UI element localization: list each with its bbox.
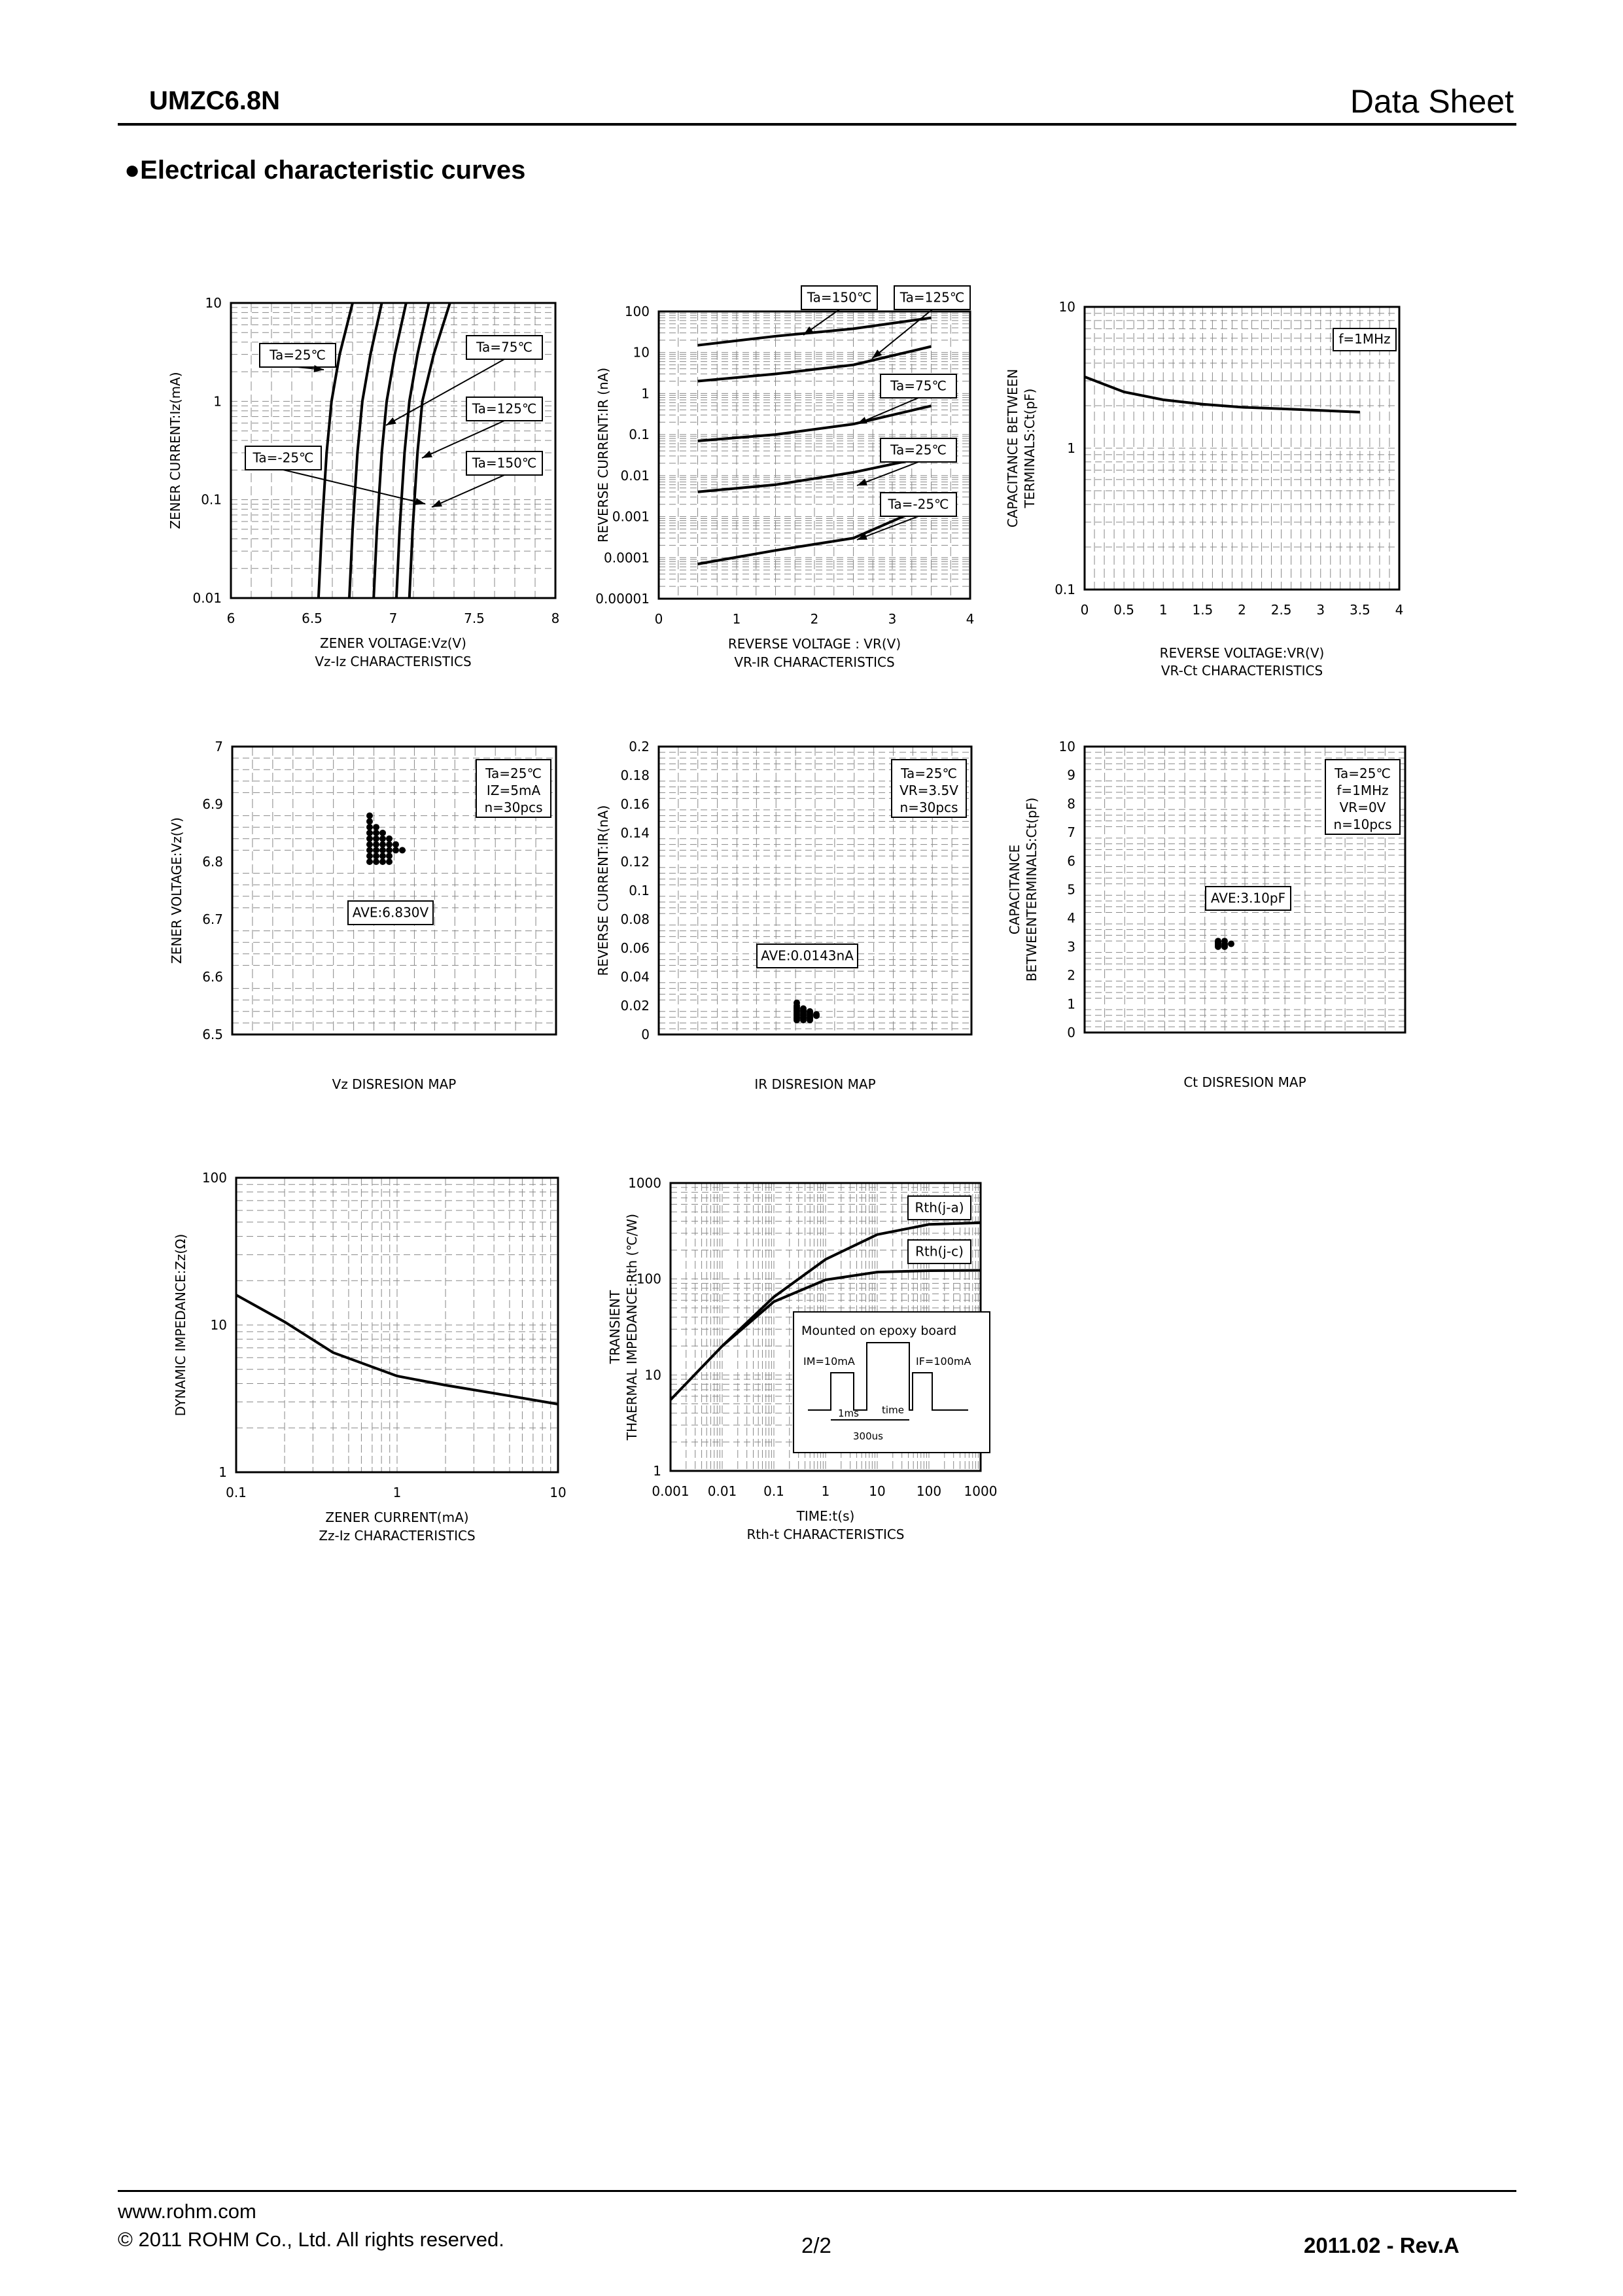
chart-caption: Zz-Iz CHARACTERISTICS	[319, 1528, 476, 1544]
y-axis-label: CAPACITANCE BETWEEN	[1005, 368, 1021, 528]
series-label: Ta=-25℃	[253, 450, 314, 466]
x-tick-label: 7	[389, 610, 398, 626]
data-point	[813, 1012, 820, 1019]
y-axis-label: REVERSE CURRENT:IR (nA)	[595, 367, 611, 543]
y-axis-label: DYNAMIC IMPEDANCE:Zz(Ω)	[173, 1233, 188, 1417]
arrow-head	[422, 451, 432, 458]
x-axis-label: REVERSE VOLTAGE:VR(V)	[1159, 645, 1325, 661]
series-label: Ta=150℃	[472, 455, 537, 471]
data-point	[399, 847, 406, 853]
condition-label: IZ=5mA	[486, 783, 541, 798]
inset-im-label: IM=10mA	[803, 1355, 855, 1368]
y-axis-label: TERMINALS:Ct(pF)	[1022, 388, 1038, 508]
x-axis-label: REVERSE VOLTAGE : VR(V)	[727, 636, 901, 652]
y-tick-label: 0.14	[620, 825, 650, 841]
series-label: Ta=150℃	[807, 289, 872, 306]
condition-label: Ta=25℃	[485, 766, 542, 781]
series-line-5	[410, 303, 450, 598]
ir_map-chart	[595, 739, 971, 1092]
y-tick-label: 0.04	[620, 969, 650, 985]
x-tick-label: 2	[810, 611, 819, 627]
series-label: Ta=-25℃	[888, 496, 949, 512]
x-tick-label: 0.01	[707, 1483, 737, 1499]
chart-caption: Vz DISRESION MAP	[332, 1076, 457, 1092]
document-type: Data Sheet	[1350, 83, 1514, 120]
footer-copyright: © 2011 ROHM Co., Ltd. All rights reserved.	[118, 2228, 504, 2251]
vz_map-chart	[169, 739, 556, 1092]
vz_iz-chart	[167, 295, 559, 669]
data-point	[379, 858, 386, 865]
y-tick-label: 0.1	[629, 427, 650, 443]
annotation-arrow	[432, 475, 504, 507]
data-point	[379, 853, 386, 859]
y-tick-label: 1	[218, 1464, 227, 1480]
x-tick-label: 0.5	[1113, 602, 1135, 618]
section-title: ●Electrical characteristic curves	[124, 156, 526, 185]
y-tick-label: 1	[1067, 440, 1075, 456]
data-point	[386, 836, 393, 842]
x-tick-label: 3.5	[1349, 602, 1370, 618]
data-point	[373, 853, 379, 859]
data-point	[1228, 941, 1234, 947]
y-tick-label: 9	[1067, 767, 1075, 783]
data-point	[393, 841, 399, 848]
data-point	[386, 858, 393, 865]
series-line-3	[374, 303, 406, 598]
y-tick-label: 10	[210, 1317, 227, 1333]
x-tick-label: 0	[1080, 602, 1089, 618]
data-point	[379, 836, 386, 842]
average-label: AVE:6.830V	[352, 904, 429, 921]
x-tick-label: 3	[888, 611, 897, 627]
y-tick-label: 0.06	[620, 940, 650, 956]
y-axis-label: BETWEENTERMINALS:Ct(pF)	[1024, 797, 1039, 982]
y-tick-label: 0	[641, 1027, 650, 1042]
annotation-arrow	[857, 516, 918, 540]
data-point	[807, 1017, 813, 1023]
y-axis-label: ZENER CURRENT:Iz(mA)	[167, 372, 183, 529]
data-point	[386, 853, 393, 859]
chart-caption: Ct DISRESION MAP	[1183, 1074, 1306, 1090]
y-tick-label: 0	[1067, 1025, 1075, 1040]
data-point	[366, 841, 373, 848]
data-point	[366, 836, 373, 842]
x-tick-label: 1.5	[1192, 602, 1213, 618]
series-label: f=1MHz	[1338, 331, 1391, 347]
annotation-arrow	[872, 309, 932, 359]
vr_ct-chart	[1005, 299, 1403, 679]
series-label: Ta=25℃	[890, 442, 947, 458]
arrow-head	[432, 500, 442, 507]
y-tick-label: 10	[1058, 739, 1075, 754]
y-tick-label: 0.1	[629, 883, 650, 898]
data-point	[373, 841, 379, 848]
inset-title: Mounted on epoxy board	[801, 1324, 957, 1338]
y-tick-label: 2	[1067, 967, 1075, 983]
y-tick-label: 0.1	[1055, 582, 1075, 597]
series-label: Rth(j-c)	[915, 1243, 964, 1260]
y-tick-label: 5	[1067, 881, 1075, 898]
series-label: Ta=125℃	[472, 400, 537, 417]
x-tick-label: 1	[1159, 602, 1168, 618]
y-tick-label: 100	[636, 1271, 661, 1287]
x-tick-label: 0.001	[652, 1483, 689, 1499]
x-tick-label: 8	[551, 610, 560, 626]
y-axis-label: REVERSE CURRENT:IR(nA)	[595, 805, 611, 976]
x-tick-label: 6.5	[302, 610, 323, 626]
x-tick-label: 2.5	[1270, 602, 1292, 618]
data-point	[1221, 944, 1228, 950]
x-tick-label: 100	[916, 1483, 942, 1499]
data-point	[379, 841, 386, 848]
average-label: AVE:3.10pF	[1210, 890, 1286, 906]
y-tick-label: 10	[1058, 299, 1075, 315]
footer-url[interactable]: www.rohm.com	[118, 2200, 256, 2223]
condition-label: Ta=25℃	[901, 766, 957, 781]
inset-pulse-label: 1ms	[838, 1407, 859, 1419]
y-tick-label: 0.001	[612, 508, 650, 525]
x-tick-label: 1	[732, 611, 741, 627]
rth_t-chart	[607, 1175, 997, 1542]
y-tick-label: 1	[213, 393, 222, 410]
y-tick-label: 0.18	[620, 768, 650, 783]
x-tick-label: 2	[1238, 602, 1246, 618]
series-label: Rth(j-a)	[915, 1199, 964, 1216]
condition-label: n=30pcs	[899, 800, 958, 815]
y-tick-label: 6.8	[202, 854, 223, 870]
x-axis-label: TIME:t(s)	[796, 1508, 855, 1524]
condition-label: n=10pcs	[1333, 817, 1392, 832]
data-point	[373, 836, 379, 842]
y-axis-label: ZENER VOLTAGE:Vz(V)	[169, 817, 184, 964]
series-label: Ta=75℃	[476, 339, 532, 355]
data-point	[386, 841, 393, 848]
x-tick-label: 1	[821, 1483, 830, 1499]
data-point	[379, 830, 386, 836]
y-axis-label: THAERMAL IMPEDANCE:Rth (℃/W)	[624, 1213, 640, 1441]
data-point	[366, 824, 373, 830]
condition-label: f=1MHz	[1336, 783, 1389, 798]
data-point	[386, 847, 393, 853]
data-point	[373, 858, 379, 865]
chart-caption: Rth-t CHARACTERISTICS	[746, 1527, 905, 1542]
series-label: Ta=75℃	[890, 378, 947, 394]
inset-time-label: time	[882, 1404, 904, 1416]
y-tick-label: 0.01	[620, 467, 650, 484]
y-tick-label: 0.16	[620, 796, 650, 812]
data-point	[366, 853, 373, 859]
x-tick-label: 0.1	[763, 1483, 784, 1499]
data-point	[379, 847, 386, 853]
x-tick-label: 0	[654, 611, 663, 627]
chart-caption: VR-Ct CHARACTERISTICS	[1161, 663, 1323, 679]
y-tick-label: 6.7	[202, 911, 223, 927]
x-tick-label: 4	[966, 611, 975, 627]
y-tick-label: 0.01	[192, 590, 222, 606]
y-tick-label: 4	[1067, 910, 1075, 927]
inset-if-label: IF=100mA	[916, 1355, 971, 1368]
x-axis-label: ZENER VOLTAGE:Vz(V)	[320, 635, 466, 651]
data-point	[373, 830, 379, 836]
arrow-head	[386, 417, 396, 425]
data-point	[373, 847, 379, 853]
data-point	[794, 1017, 800, 1023]
series-label: Ta=125℃	[899, 289, 965, 306]
part-number: UMZC6.8N	[149, 86, 281, 115]
y-tick-label: 100	[624, 304, 650, 319]
y-tick-label: 8	[1067, 796, 1075, 812]
y-tick-label: 7	[1067, 824, 1075, 841]
y-axis-label: CAPACITANCE	[1007, 844, 1022, 935]
y-tick-label: 10	[644, 1367, 661, 1383]
y-tick-label: 3	[1067, 938, 1075, 955]
y-tick-label: 100	[201, 1170, 227, 1186]
x-tick-label: 7.5	[464, 610, 485, 626]
data-point	[366, 813, 373, 819]
x-tick-label: 0.1	[226, 1485, 247, 1500]
x-tick-label: 3	[1316, 602, 1325, 618]
x-tick-label: 10	[550, 1485, 567, 1500]
y-tick-label: 6.5	[202, 1027, 223, 1042]
chart-caption: IR DISRESION MAP	[754, 1076, 876, 1092]
footer-rule	[118, 2190, 1516, 2192]
condition-label: n=30pcs	[484, 800, 543, 815]
ct_map-chart	[1007, 739, 1405, 1090]
y-tick-label: 1000	[628, 1175, 661, 1191]
y-tick-label: 6.9	[202, 796, 223, 812]
footer-page-number: 2/2	[801, 2233, 831, 2257]
x-tick-label: 4	[1395, 602, 1404, 618]
data-point	[393, 847, 399, 853]
chart-caption: VR-IR CHARACTERISTICS	[734, 654, 895, 670]
condition-label: VR=3.5V	[899, 783, 958, 798]
x-tick-label: 6	[226, 610, 236, 626]
y-tick-label: 10	[205, 295, 222, 311]
y-tick-label: 0.12	[620, 854, 650, 870]
y-tick-label: 0.0001	[604, 550, 650, 566]
vr_ir-chart	[595, 286, 974, 670]
data-point	[373, 824, 379, 830]
y-tick-label: 0.1	[201, 491, 222, 508]
x-axis-label: ZENER CURRENT(mA)	[325, 1510, 469, 1525]
data-point	[366, 858, 373, 865]
y-tick-label: 0.08	[620, 911, 650, 927]
arrow-head	[857, 417, 867, 424]
data-point	[366, 847, 373, 853]
data-point	[366, 830, 373, 836]
y-axis-label: TRANSIENT	[607, 1290, 623, 1364]
data-point	[800, 1017, 807, 1023]
chart-caption: Vz-Iz CHARACTERISTICS	[315, 654, 472, 669]
footer-revision: 2011.02 - Rev.A	[1304, 2233, 1459, 2257]
y-tick-label: 1	[641, 385, 650, 402]
zz_iz-chart	[173, 1170, 567, 1544]
y-tick-label: 0.2	[629, 739, 650, 754]
condition-label: VR=0V	[1339, 800, 1386, 815]
y-tick-label: 1	[1067, 996, 1075, 1012]
data-point	[366, 818, 373, 824]
average-label: AVE:0.0143nA	[761, 947, 854, 964]
x-tick-label: 1	[393, 1485, 402, 1500]
y-tick-label: 0.02	[620, 998, 650, 1014]
y-tick-label: 0.00001	[595, 591, 650, 607]
data-point	[1215, 944, 1221, 950]
y-tick-label: 1	[653, 1463, 661, 1479]
y-tick-label: 6.6	[202, 969, 223, 985]
x-tick-label: 10	[869, 1483, 886, 1499]
y-tick-label: 7	[215, 739, 223, 754]
x-tick-label: 1000	[964, 1483, 998, 1499]
arrow-head	[415, 498, 425, 505]
series-label: Ta=25℃	[270, 347, 326, 363]
condition-label: Ta=25℃	[1335, 766, 1391, 781]
y-tick-label: 6	[1067, 853, 1075, 869]
y-tick-label: 10	[633, 344, 650, 361]
inset-period-label: 300us	[853, 1430, 883, 1442]
